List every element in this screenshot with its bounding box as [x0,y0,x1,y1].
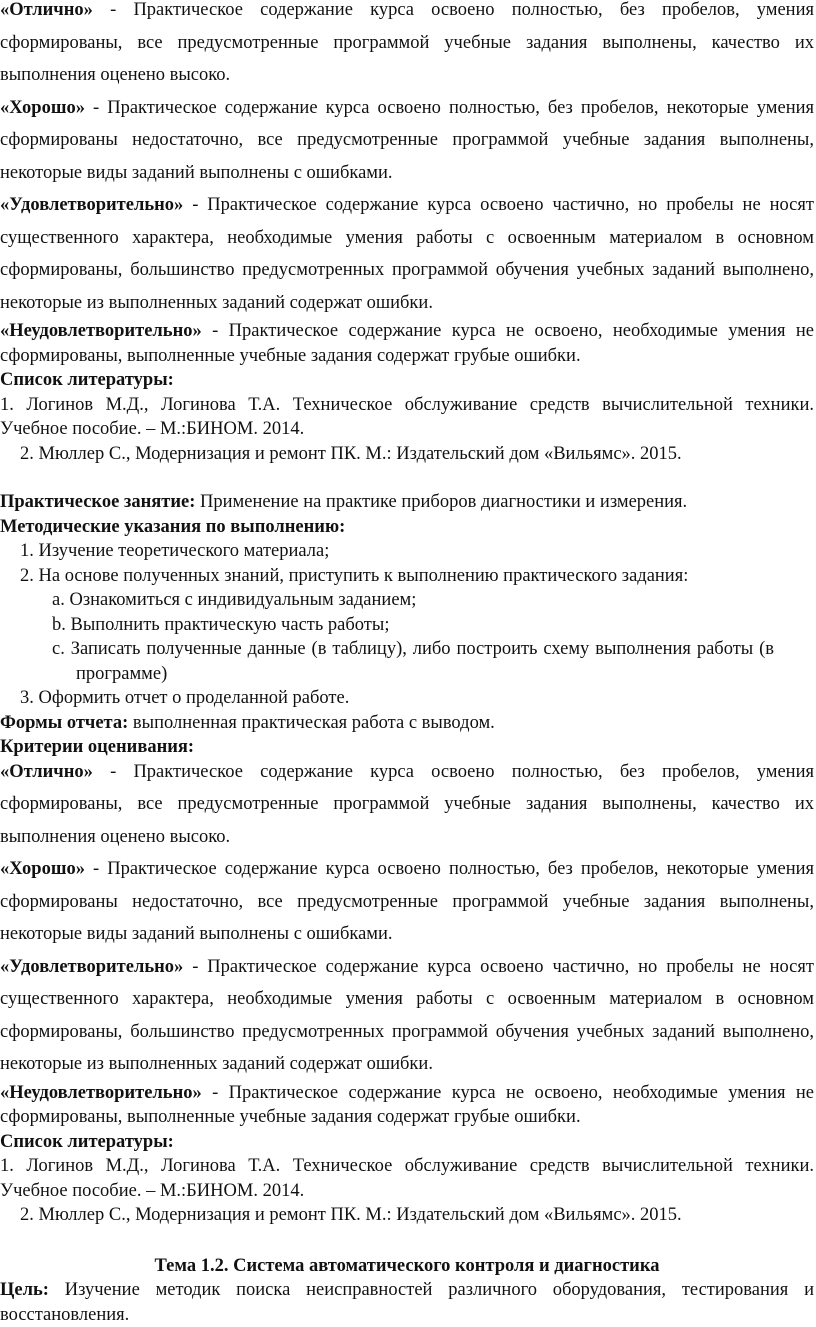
grade-satisfactory [0,189,814,319]
grade-text: - Практическое содержание курса не освоено, необходимые умения не сформированы, выполненные учебные задания содержат грубые ошибки. [0,321,814,366]
literature-heading [0,368,814,393]
grade-good [0,92,814,190]
topic-goal-label: Цель: [0,1280,49,1300]
grade-good [0,853,814,951]
topic-title [0,1254,814,1279]
practice-lesson-text: Применение на практике приборов диагностики и измерения. [195,492,688,512]
spacer [0,1228,814,1254]
grade-text: - Практическое содержание курса освоено полностью, без пробелов, некоторые умения сформированы недостаточно, все предусмотренные программой учебные задания выполнены, некоторые виды заданий выполнены с ошибками. [0,859,814,944]
method-step: 2. На основе полученных знаний, приступить к выполнению практического задания: [20,565,689,586]
practice-lesson-label: Практическое занятие: [0,492,196,512]
grade-text: - Практическое содержание курса не освоено, необходимые умения не сформированы, выполненные учебные задания содержат грубые ошибки. [0,1082,814,1127]
grade-label: «Отлично» [0,0,93,20]
topic-goal-text: Изучение методик поиска неисправностей различного оборудования, тестирования и восстановления. [0,1280,814,1325]
topic-goal [0,1278,814,1327]
method-heading-text: Методические указания по выполнению: [0,516,346,537]
grade-text: - Практическое содержание курса освоено полностью, без пробелов, умения сформированы, все предусмотренные программой учебные задания выполнены, качество их выполнения оценено высоко. [0,761,814,847]
literature-item: 1. Логинов М.Д., Логинова Т.А. Техническое обслуживание средств вычислительной техники. Учебное пособие. – М.:БИНОМ. 2014. [0,394,814,439]
grade-label: «Неудовлетворительно» [0,321,202,341]
literature-heading-text: Список литературы: [0,1131,174,1152]
grade-label: «Неудовлетворительно» [0,1082,202,1103]
spacer [0,466,814,490]
report-form-text: выполненная практическая работа с выводом. [128,712,495,733]
literature-heading [0,1130,814,1155]
topic-title-text: Тема 1.2. Система автоматического контроля и диагностика [154,1255,660,1276]
report-form [0,711,814,736]
method-substep: b. Выполнить практическую часть работы; [52,614,390,635]
grade-label: «Отлично» [0,761,93,782]
report-form-label: Формы отчета: [0,712,129,733]
grade-unsatisfactory [0,319,814,368]
grade-label: «Удовлетворительно» [0,195,184,215]
grade-excellent [0,0,814,92]
grade-label: «Удовлетворительно» [0,956,184,977]
grade-label: «Хорошо» [0,859,85,879]
literature-heading-text: Список литературы: [0,370,174,390]
practice-lesson [0,490,814,515]
method-step: 1. Изучение теоретического материала; [20,541,330,561]
grade-satisfactory [0,951,814,1081]
method-substep: c. Записать полученные данные (в таблицу), либо построить схему выполнения работы (в программе) [52,639,774,684]
grade-text: - Практическое содержание курса освоено полностью, без пробелов, умения сформированы, все предусмотренные программой учебные задания выполнены, качество их выполнения оценено высоко. [0,0,814,85]
grade-label: «Хорошо» [0,97,85,118]
literature-item: 1. Логинов М.Д., Логинова Т.А. Техническое обслуживание средств вычислительной техники. Учебное пособие. – М.:БИНОМ. 2014. [0,1156,814,1201]
literature-item: 2. Мюллер С., Модернизация и ремонт ПК. М.: Издательский дом «Вильямс». 2015. [20,1205,682,1225]
grade-excellent [0,756,814,854]
criteria-heading-text: Критерии оценивания: [0,737,195,757]
method-step: 3. Оформить отчет о проделанной работе. [20,688,350,708]
grade-text: - Практическое содержание курса освоено частично, но пробелы не носят существенного характера, необходимые умения работы с освоенным материалом в основном сформированы, большинство предусмотренных программой обучения учебных заданий выполнено, некоторые из выполненных заданий содержат ошибки. [0,195,814,313]
grade-text: - Практическое содержание курса освоено полностью, без пробелов, некоторые умения сформированы недостаточно, все предусмотренные программой учебные задания выполнены, некоторые виды заданий выполнены с ошибками. [0,97,814,183]
grade-unsatisfactory [0,1081,814,1130]
method-substep: a. Ознакомиться с индивидуальным заданием; [52,590,417,610]
method-heading [0,515,814,540]
grade-text: - Практическое содержание курса освоено частично, но пробелы не носят существенного характера, необходимые умения работы с освоенным материалом в основном сформированы, большинство предусмотренных программой обучения учебных заданий выполнено, некоторые из выполненных заданий содержат ошибки. [0,956,814,1074]
literature-item: 2. Мюллер С., Модернизация и ремонт ПК. М.: Издательский дом «Вильямс». 2015. [20,443,682,464]
